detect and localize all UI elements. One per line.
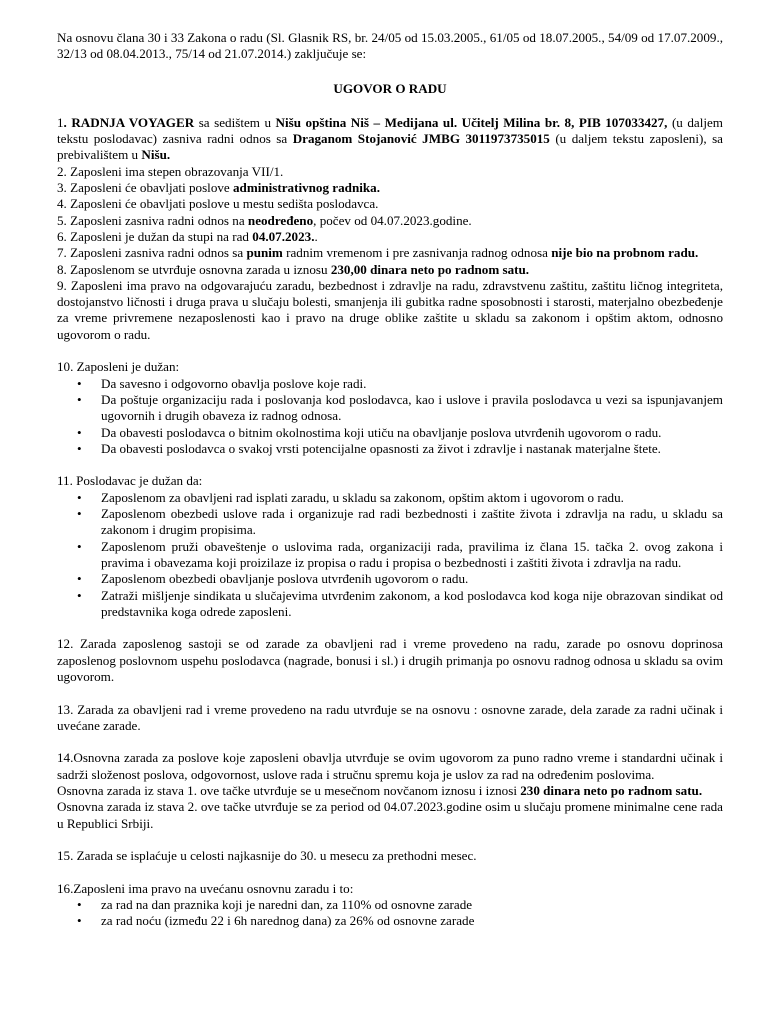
spacer xyxy=(57,832,723,848)
clause-16-heading: 16.Zaposleni ima pravo na uvećanu osnovnu zaradu i to: xyxy=(57,880,354,896)
clause-5 xyxy=(57,213,723,229)
list-item-text: Zatraži mišljenje sindikata u slučajevima utvrđenim zakonom, a kod poslodavca kod koga nije obrazovan sindikat od predstavnika koga odrede zaposleni. xyxy=(101,587,723,619)
clause-14-para-1: 14.Osnovna zarada za poslove koje zaposleni obavlja utvrđuje se ovim ugovorom za puno radno vreme i standardni učinak i sadrži složenost poslova, odgovornost, uslove rada i stručnu spremu koja je uslov za rad na određenim poslovima. xyxy=(57,750,723,782)
list-item-text: Da obavesti poslodavca o bitnim okolnostima koji utiču na obavljanje poslova utvrđenih ugovorom o radu. xyxy=(101,424,662,440)
list-item-text: Zaposlenom obezbedi uslove rada i organizuje rad radi bezbednosti i zaštite života i zdravlja na radu, u skladu sa zakonom i drugim propisima. xyxy=(101,506,723,538)
list-item-text: za rad na dan praznika koji je naredni dan, za 110% od osnovne zarade xyxy=(101,897,473,913)
list-item-text: Zaposlenom obezbedi obavljanje poslova utvrđenih ugovorom o radu. xyxy=(101,571,469,587)
clause-2: 2. Zaposleni ima stepen obrazovanja VII/1. xyxy=(57,163,284,179)
clause-7-fulltime: punim xyxy=(246,245,283,261)
bullet-icon: • xyxy=(77,913,82,929)
clause-5-text-a: 5. Zaposleni zasniva radni odnos na xyxy=(57,212,248,228)
list-item xyxy=(57,588,723,621)
list-item xyxy=(57,506,723,539)
clause-15: 15. Zarada se isplaćuje u celosti najkasnije do 30. u mesecu za prethodni mesec. xyxy=(57,848,477,864)
clause-1-text-a: sa sedištem u xyxy=(194,114,276,130)
list-item xyxy=(57,441,723,457)
clause-7-text-b: radnim vremenom i pre zasnivanja radnog odnosa xyxy=(282,245,552,261)
list-item-text: za rad noću (između 22 i 6h narednog dana) za 26% od osnovne zarade xyxy=(101,913,475,929)
spacer xyxy=(57,343,723,359)
clause-11-heading: 11. Poslodavac je dužan da: xyxy=(57,473,203,489)
spacer xyxy=(57,620,723,636)
clause-3 xyxy=(57,180,723,196)
clause-6-end: . xyxy=(314,228,318,244)
clause-13: 13. Zarada za obavljeni rad i vreme provedeno na radu utvrđuje se na osnovu : osnovne zarade, dela zarade za radni učinak i uvećane zarade. xyxy=(57,701,723,733)
bullet-icon: • xyxy=(77,489,82,505)
employer-address: Nišu opština Niš – Medijana ul. Učitelj Milina br. 8, PIB 107033427, xyxy=(275,114,668,130)
clause-6-date: 04.07.2023. xyxy=(252,228,315,244)
list-item xyxy=(57,913,723,929)
list-item xyxy=(57,425,723,441)
clause-12: 12. Zarada zaposlenog sastoji se od zarade za obavljeni rad i vreme provedeno na radu, zarade po osnovu doprinosa zaposlenog poslovnom uspehu poslodavca (nagrade, bonusi i sl.) i drugih primanja po osnovu radnog odnosa u skladu sa ovim ugovorom. xyxy=(57,636,723,684)
clause-6-text: 6. Zaposleni je dužan da stupi na rad xyxy=(57,228,253,244)
clause-10-list xyxy=(57,376,723,457)
clause-1 xyxy=(57,115,723,164)
contract-document xyxy=(57,30,723,930)
clause-5-text-b: , počev od 04.07.2023.godine. xyxy=(313,212,472,228)
list-item xyxy=(57,539,723,572)
document-title: UGOVOR O RADU xyxy=(333,80,447,96)
bullet-icon: • xyxy=(77,424,82,440)
bullet-icon: • xyxy=(77,571,82,587)
clause-6 xyxy=(57,229,723,245)
spacer xyxy=(57,865,723,881)
list-item xyxy=(57,392,723,425)
spacer xyxy=(57,734,723,750)
list-item xyxy=(57,571,723,587)
bullet-icon: • xyxy=(77,897,82,913)
list-item-text: Zaposlenom pruži obaveštenje o uslovima rada, organizaciji rada, pravilima iz člana 15. tačka 2. ovog zakona i pravima i obavezama koji proizilaze iz propisa o radu i propisa o bezbednosti i zaštiti života i zdravlja na radu. xyxy=(101,538,723,570)
clause-5-term: neodređeno xyxy=(247,212,314,228)
bullet-icon: • xyxy=(77,587,82,603)
bullet-icon: • xyxy=(77,375,82,391)
spacer xyxy=(57,457,723,473)
clause-14-para-2 xyxy=(57,783,723,799)
clause-8-text: 8. Zaposlenom se utvrđuje osnovna zarada u iznosu xyxy=(57,261,331,277)
intro-paragraph: Na osnovu člana 30 i 33 Zakona o radu (Sl. Glasnik RS, br. 24/05 od 15.03.2005., 61/05 od 18.07.2005., 54/09 od 17.07.2009., 32/13 od 08.04.2013., 75/14 od 21.07.2014.) zaključuje se: xyxy=(57,30,723,62)
bullet-icon: • xyxy=(77,506,82,522)
clause-14-wage: 230 dinara neto po radnom satu. xyxy=(520,783,703,799)
employee-city: Nišu. xyxy=(141,147,171,163)
clause-1-text-c: (u daljem tekstu zaposleni), sa prebivalištem u xyxy=(57,131,723,163)
list-item-text: Da savesno i odgovorno obavlja poslove koje radi. xyxy=(101,375,367,391)
clause-4: 4. Zaposleni će obavljati poslove u mestu sedišta poslodavca. xyxy=(57,196,379,212)
clause-14-text: Osnovna zarada iz stava 1. ove tačke utvrđuje se u mesečnom novčanom iznosu i iznosi xyxy=(57,783,521,799)
clause-7 xyxy=(57,245,723,261)
clause-3-text: 3. Zaposleni će obavljati poslove xyxy=(57,180,233,196)
clause-11-list xyxy=(57,490,723,620)
bullet-icon: • xyxy=(77,391,82,407)
clause-10-heading: 10. Zaposleni je dužan: xyxy=(57,359,180,375)
clause-7-probation: nije bio na probnom radu. xyxy=(551,245,699,261)
list-item-text: Zaposlenom za obavljeni rad isplati zaradu, u skladu sa zakonom, opštim aktom i ugovorom o radu. xyxy=(101,489,624,505)
list-item-text: Da poštuje organizaciju rada i poslovanja kod poslodavca, kao i uslove i pravila poslodavca u vezi sa ispunjavanjem ugovornih i drugih obaveza iz radnog odnosa. xyxy=(101,391,723,424)
bullet-icon: • xyxy=(77,440,82,456)
clause-1-number: 1 xyxy=(57,114,64,130)
list-item-text: Da obavesti poslodavca o svakoj vrsti potencijalne opasnosti za život i zdravlje i nastanak materjalne štete. xyxy=(101,440,661,456)
bullet-icon: • xyxy=(77,538,82,554)
clause-8 xyxy=(57,262,723,278)
clause-7-text-a: 7. Zaposleni zasniva radni odnos sa xyxy=(57,245,247,261)
employee-name: Draganom Stojanović JMBG 3011973735015 xyxy=(292,131,550,147)
list-item xyxy=(57,490,723,506)
list-item xyxy=(57,897,723,913)
clause-1-text-b: (u daljem tekstu poslodavac) zasniva radni odnos sa xyxy=(57,114,723,147)
clause-16-list xyxy=(57,897,723,930)
clause-14-para-3: Osnovna zarada iz stava 2. ove tačke utvrđuje se za period od 04.07.2023.godine osim u slučaju promene minimalne cene rada u Republici Srbiji. xyxy=(57,799,723,831)
clause-9: 9. Zaposleni ima pravo na odgovarajuću zaradu, bezbednost i zdravlje na radu, zdravstvenu zaštitu, zaštitu ličnog integriteta, dostojanstvo ličnosti i druga prava u slučaju bolesti, smanjenja ili gubitka radne sposobnosti i starosti, materjalno obezbeđenje za vreme privremene nezaposlenosti kao i pravo na druge oblike zaštite u skladu sa zakonom i opštim aktom, odnosno ugovorom o radu. xyxy=(57,277,723,342)
list-item xyxy=(57,376,723,392)
employer-name: . RADNJA VOYAGER xyxy=(63,114,195,130)
clause-8-wage: 230,00 dinara neto po radnom satu. xyxy=(330,261,530,277)
spacer xyxy=(57,685,723,701)
clause-3-position: administrativnog radnika. xyxy=(233,180,380,196)
